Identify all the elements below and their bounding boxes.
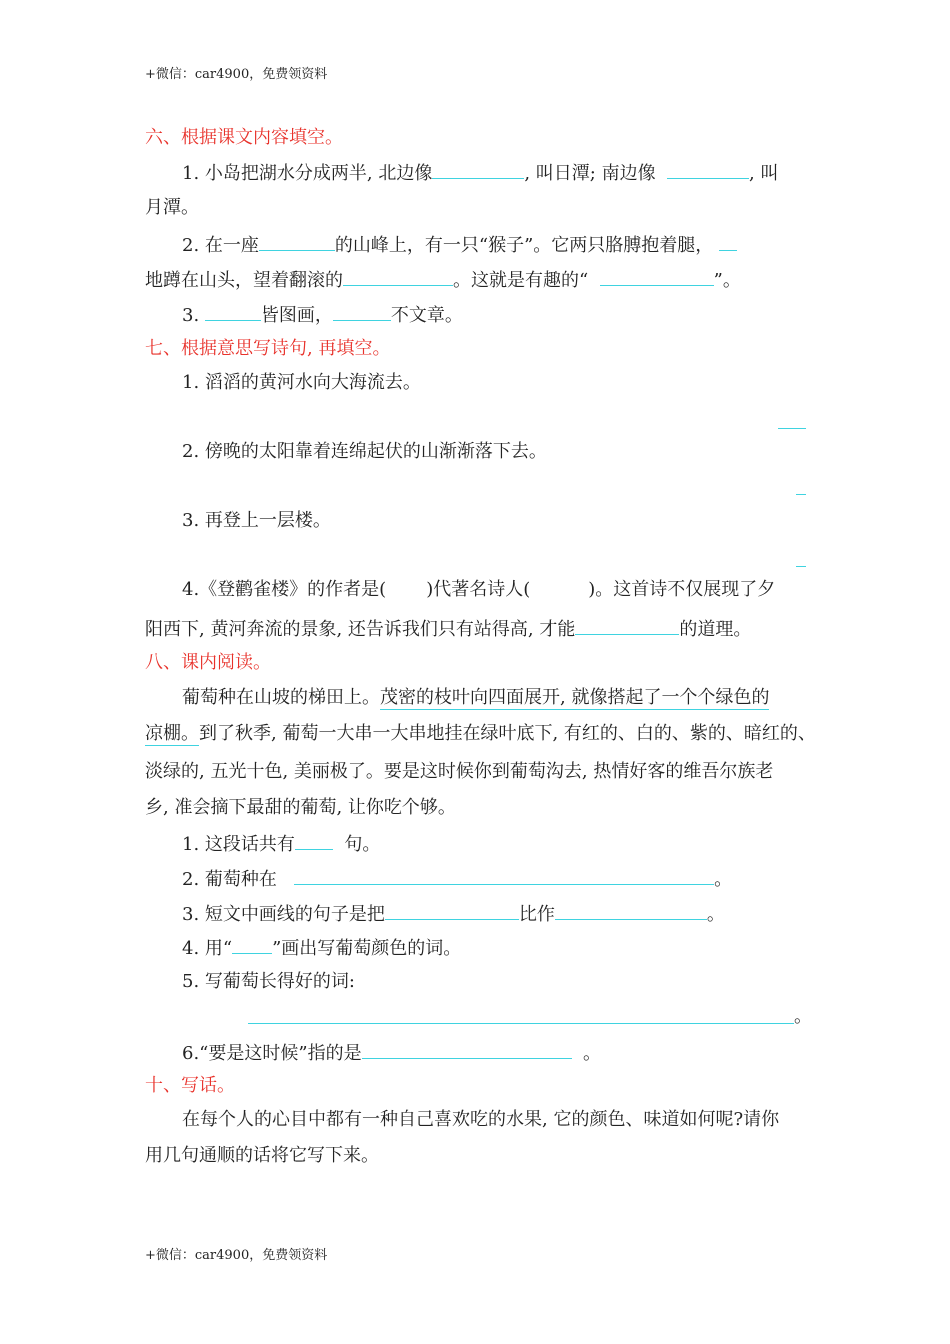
answer-line[interactable]	[248, 1023, 794, 1024]
s7-q4-text-c: )。这首诗不仅展现了夕	[588, 579, 776, 600]
s6-question-2-cont	[145, 267, 741, 293]
s6-q2-text-b: 的山峰上，有一只“猴子”。它两只胳膊抱着腿，	[334, 235, 714, 256]
s6-q2-text-e: ”。	[713, 270, 741, 291]
s6-q2-text-a: 2. 在一座	[182, 235, 259, 256]
watermark-top: +微信：car4900，免费领资料	[145, 67, 328, 82]
s7-question-4-cont	[145, 616, 751, 642]
s6-q2-text-c: 地蹲在山头，望着翻滚的	[145, 270, 343, 291]
answer-blank[interactable]	[343, 267, 453, 286]
s8-q3-text-a: 3. 短文中画线的句子是把	[182, 904, 385, 925]
s7-q4-text-d: 阳西下, 黄河奔流的景象, 还告诉我们只有站得高, 才能	[145, 619, 576, 640]
answer-line[interactable]	[778, 428, 806, 429]
s7-q4-text-a: 4.《登鹳雀楼》的作者是(	[182, 579, 387, 600]
s7-question-1: 1. 滔滔的黄河水向大海流去。	[182, 372, 421, 393]
s8-question-5: 5. 写葡萄长得好的词:	[182, 971, 355, 992]
s6-question-2	[182, 232, 737, 258]
section-10-title: 十、写话。	[145, 1075, 235, 1096]
passage-line-2	[145, 722, 816, 746]
answer-blank[interactable]	[362, 1040, 572, 1059]
answer-blank[interactable]	[333, 302, 391, 321]
s7-q4-text-e: 的道理。	[679, 619, 752, 640]
writing-prompt-line-2: 用几句通顺的话将它写下来。	[145, 1145, 379, 1166]
s8-question-6	[182, 1040, 601, 1066]
s6-q3-text-a: 3.	[182, 305, 200, 326]
s8-q1-text-a: 1. 这段话共有	[182, 834, 295, 855]
s8-q3-text-b: 比作	[518, 904, 555, 925]
s8-q6-text-a: 6.“要是这时候”指的是	[182, 1043, 362, 1064]
answer-blank[interactable]	[295, 831, 333, 850]
passage-line-1	[182, 686, 769, 710]
s6-q3-text-c: 不文章。	[390, 305, 463, 326]
s7-question-3: 3. 再登上一层楼。	[182, 510, 331, 531]
s8-q3-text-c: 。	[706, 904, 725, 925]
section-8-title: 八、课内阅读。	[145, 652, 271, 673]
section-7-title: 七、根据意思写诗句, 再填空。	[145, 338, 391, 359]
writing-prompt-line-1: 在每个人的心目中都有一种自己喜欢吃的水果, 它的颜色、味道如何呢?请你	[182, 1109, 780, 1130]
answer-blank[interactable]	[385, 901, 519, 920]
answer-blank[interactable]	[294, 866, 714, 885]
s8-q2-text-b: 。	[714, 869, 733, 890]
passage-line-4: 乡, 准会摘下最甜的葡萄, 让你吃个够。	[145, 797, 456, 818]
s8-q2-text-a: 2. 葡萄种在	[182, 869, 277, 890]
s6-q3-text-b: 皆图画，	[260, 305, 333, 326]
answer-blank[interactable]	[575, 616, 679, 635]
s7-question-2: 2. 傍晚的太阳靠着连绵起伏的山渐渐落下去。	[182, 441, 547, 462]
s8-q1-text-b: 句。	[344, 834, 381, 855]
s6-q2-text-d: 。这就是有趣的“	[453, 270, 589, 291]
answer-line[interactable]	[796, 566, 806, 567]
underlined-sentence: 茂密的枝叶向四面展开, 就像搭起了一个个绿色的	[380, 687, 770, 708]
s6-question-3	[182, 302, 463, 328]
answer-blank[interactable]	[432, 160, 524, 179]
s6-question-1-cont: 月潭。	[145, 197, 199, 218]
s8-q5-end: 。	[794, 1006, 812, 1027]
answer-blank[interactable]	[232, 935, 272, 954]
answer-blank[interactable]	[555, 901, 707, 920]
s8-q4-text-b: ”画出写葡萄颜色的词。	[272, 938, 462, 959]
underlined-sentence-end: 凉棚。	[145, 723, 199, 744]
s8-question-2	[182, 866, 732, 892]
passage-line-3: 淡绿的, 五光十色, 美丽极了。要是这时候你到葡萄沟去, 热情好客的维吾尔族老	[145, 761, 774, 782]
answer-blank[interactable]	[205, 302, 261, 321]
s7-q4-text-b: )代著名诗人(	[426, 579, 531, 600]
answer-blank[interactable]	[667, 160, 749, 179]
watermark-bottom: +微信：car4900，免费领资料	[145, 1248, 328, 1263]
s7-question-4	[182, 578, 775, 602]
answer-blank[interactable]	[600, 267, 714, 286]
s8-q4-text-a: 4. 用“	[182, 938, 233, 959]
s6-question-1	[182, 160, 778, 186]
s6-q1-text-a: 1. 小岛把湖水分成两半, 北边像	[182, 163, 433, 184]
s8-question-4	[182, 935, 461, 961]
passage-text: 到了秋季, 葡萄一大串一大串地挂在绿叶底下, 有红的、白的、紫的、暗红的、	[199, 723, 816, 744]
s8-question-3	[182, 901, 725, 927]
passage-text: 葡萄种在山坡的梯田上。	[182, 687, 380, 708]
s6-q1-text-c: , 叫	[749, 163, 779, 184]
s8-q6-text-b: 。	[583, 1043, 602, 1064]
s8-question-1	[182, 831, 380, 857]
s6-q1-text-b: , 叫日潭; 南边像	[524, 163, 656, 184]
section-6-title: 六、根据课文内容填空。	[145, 127, 343, 148]
answer-blank[interactable]	[259, 232, 335, 251]
answer-line[interactable]	[796, 494, 806, 495]
answer-blank[interactable]	[719, 232, 737, 251]
